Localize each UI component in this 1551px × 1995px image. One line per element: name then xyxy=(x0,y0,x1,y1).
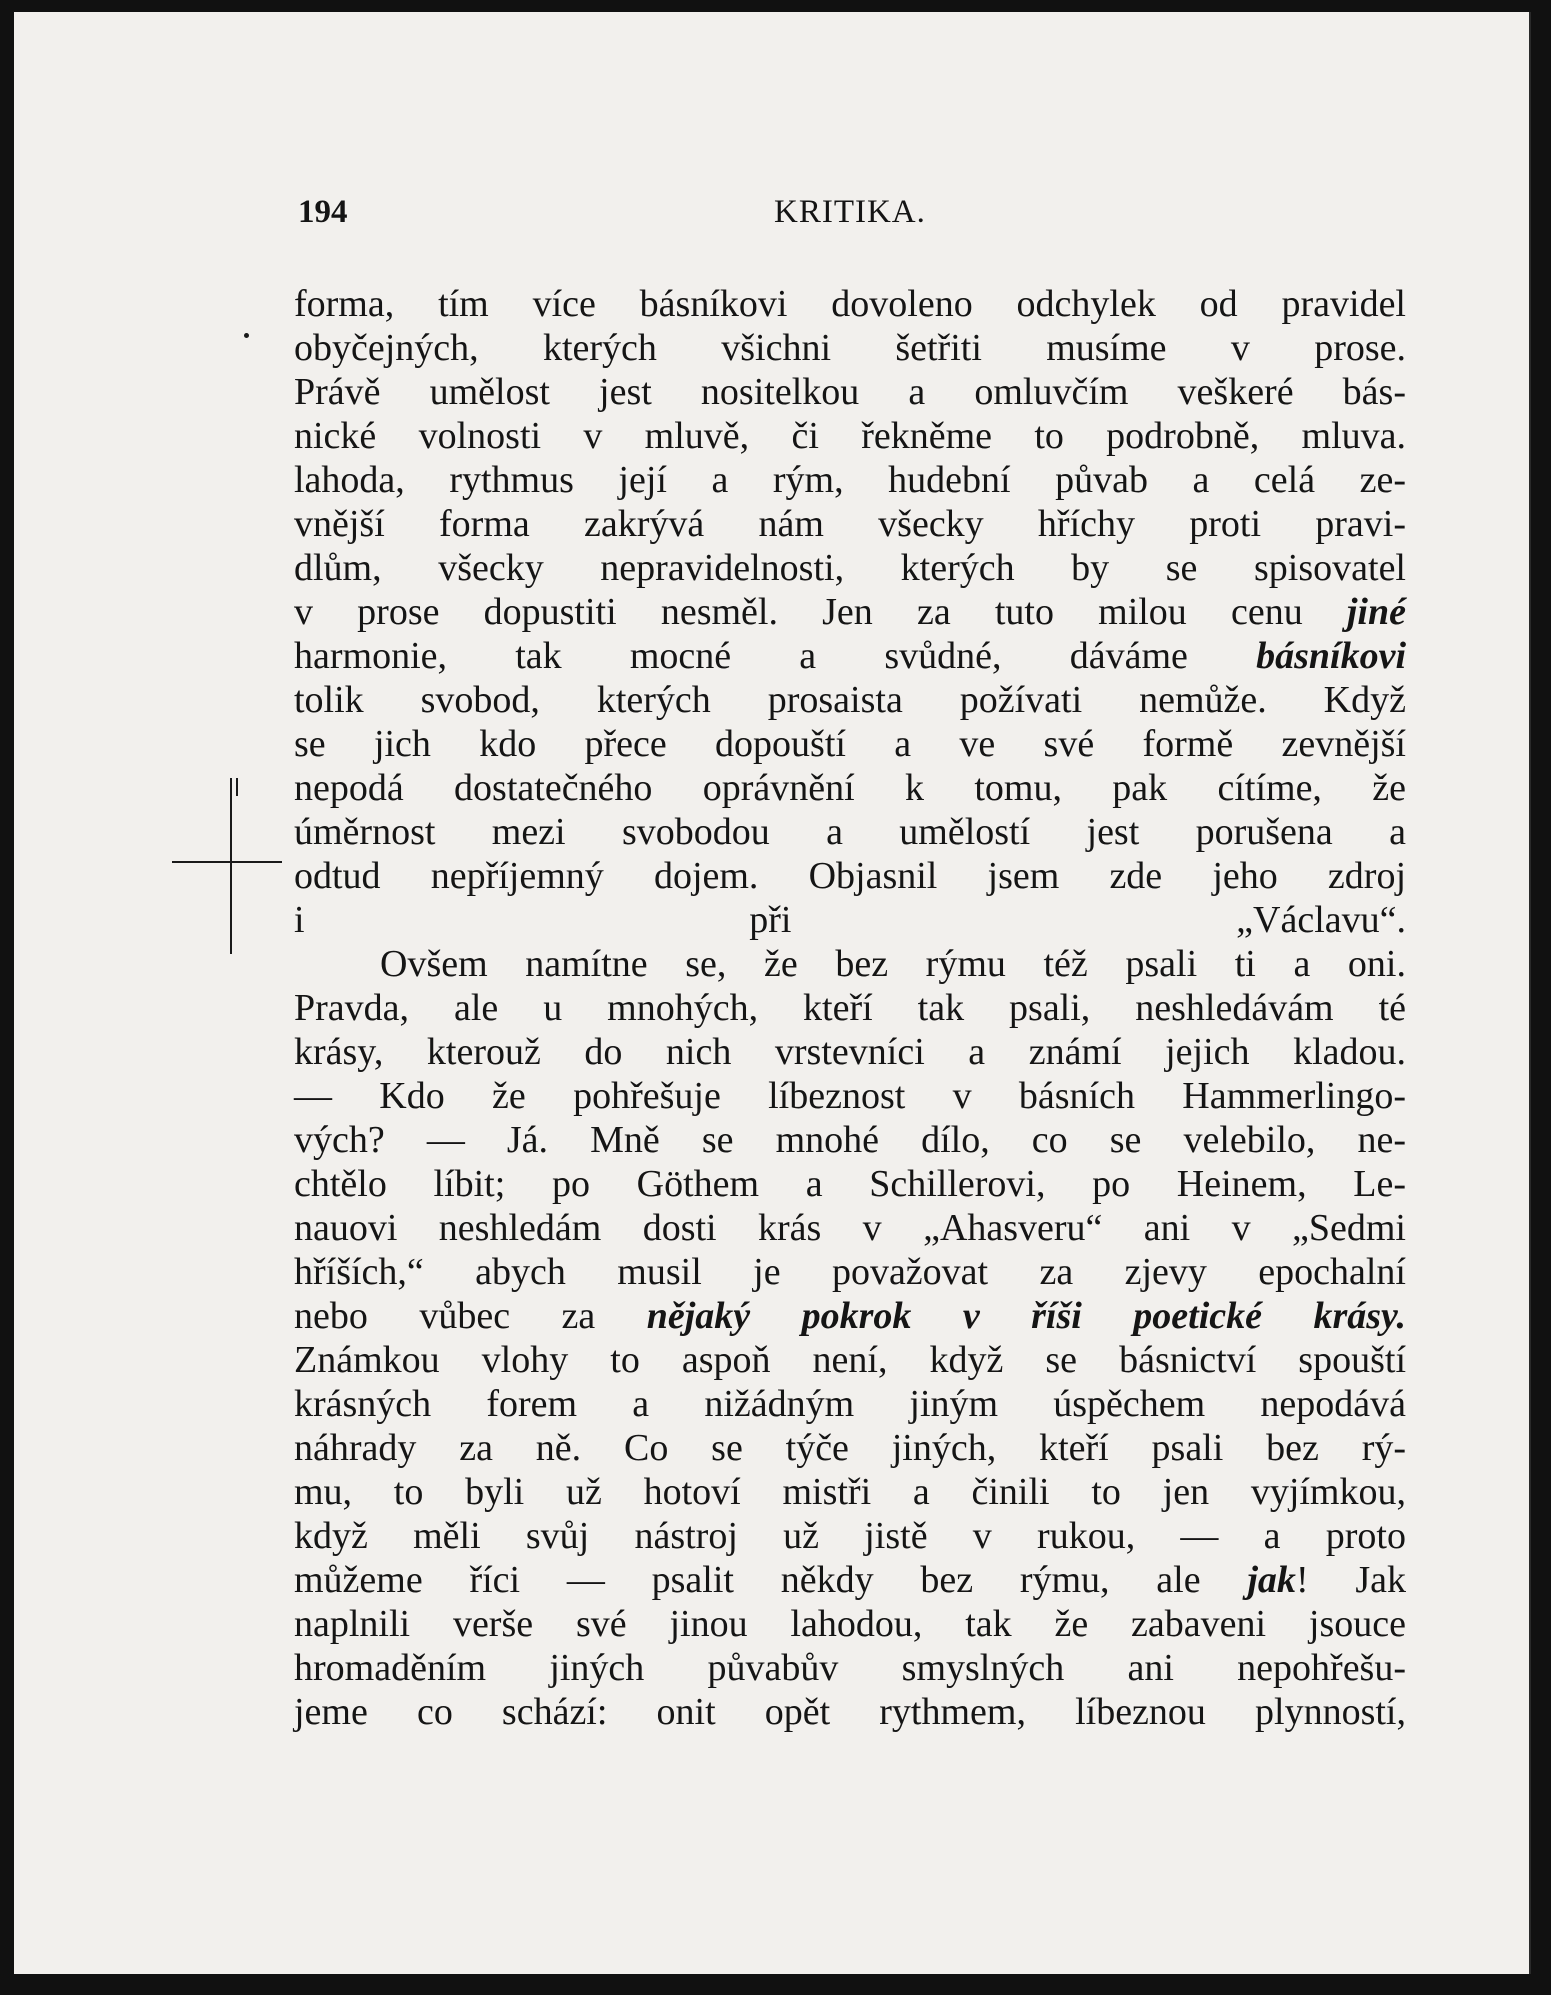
text-segment: v prose dopustiti nesměl. Jen za tuto milou cenu xyxy=(294,591,1347,633)
italic-text-segment: nějaký pokrok v říši poetické krásy. xyxy=(646,1295,1406,1337)
text-line: chtělo líbit; po Göthem a Schillerovi, po Heinem, Le- xyxy=(294,1163,1406,1205)
italic-text-segment: jak xyxy=(1247,1559,1296,1601)
text-line: nické volnosti v mluvě, či řekněme to podrobně, mluva. xyxy=(294,415,1406,457)
book-page xyxy=(14,12,1531,1974)
text-line: i při „Václavu“. xyxy=(294,899,1406,941)
text-line: vnější forma zakrývá nám všecky hříchy proti pravi- xyxy=(294,503,1406,545)
text-segment: nebo vůbec za xyxy=(294,1295,647,1337)
text-line: vých? — Já. Mně se mnohé dílo, co se velebilo, ne- xyxy=(294,1119,1406,1161)
running-title: KRITIKA. xyxy=(774,194,926,230)
text-line: Známkou vlohy to aspoň není, když se básnictví spouští xyxy=(294,1339,1406,1381)
margin-tick-mark xyxy=(236,778,238,796)
text-line: nauovi neshledám dosti krás v „Ahasveru“ ani v „Sedmi xyxy=(294,1207,1406,1249)
text-line: — Kdo že pohřešuje líbeznost v básních Hammerlingo- xyxy=(294,1075,1406,1117)
text-line: lahoda, rythmus její a rým, hudební půvab a celá ze- xyxy=(294,459,1406,501)
text-line: mu, to byli už hotoví mistři a činili to jen vyjímkou, xyxy=(294,1471,1406,1513)
text-line: když měli svůj nástroj už jistě v rukou, — a proto xyxy=(294,1515,1406,1557)
text-line: dlům, všecky nepravidelnosti, kterých by se spisovatel xyxy=(294,547,1406,589)
text-line: Právě umělost jest nositelkou a omluvčím veškeré bás- xyxy=(294,371,1406,413)
italic-text-segment: jiné xyxy=(1346,591,1406,633)
text-line xyxy=(294,590,1406,634)
text-line: krásy, kterouž do nich vrstevníci a známí jejich kladou. xyxy=(294,1031,1406,1073)
text-line: tolik svobod, kterých prosaista požívati nemůže. Když xyxy=(294,679,1406,721)
text-line: hříších,“ abych musil je považovat za zjevy epochalní xyxy=(294,1251,1406,1293)
text-line: hromaděním jiných půvabův smyslných ani nepohřešu- xyxy=(294,1647,1406,1689)
margin-horizontal-mark xyxy=(172,861,282,863)
margin-vertical-mark xyxy=(230,778,232,954)
text-line: krásných forem a nižádným jiným úspěchem nepodává xyxy=(294,1383,1406,1425)
text-line xyxy=(294,1294,1406,1338)
text-line: úměrnost mezi svobodou a umělostí jest porušena a xyxy=(294,811,1406,853)
text-line: obyčejných, kterých všichni šetřiti musíme v prose. xyxy=(294,327,1406,369)
text-line xyxy=(294,1558,1406,1602)
text-line xyxy=(294,634,1406,678)
text-segment: můžeme říci — psalit někdy bez rýmu, ale xyxy=(294,1559,1248,1601)
text-segment: harmonie, tak mocné a svůdné, dáváme xyxy=(294,635,1257,677)
italic-text-segment: básníkovi xyxy=(1256,635,1406,677)
text-line: forma, tím více básníkovi dovoleno odchylek od pravidel xyxy=(294,283,1406,325)
text-line: odtud nepříjemný dojem. Objasnil jsem zde jeho zdroj xyxy=(294,855,1406,897)
text-line: Pravda, ale u mnohých, kteří tak psali, neshledávám té xyxy=(294,987,1406,1029)
text-line: naplnili verše své jinou lahodou, tak že zabaveni jsouce xyxy=(294,1603,1406,1645)
text-line: Ovšem namítne se, že bez rýmu též psali ti a oni. xyxy=(380,943,1406,985)
text-line: jeme co schází: onit opět rythmem, líbeznou plynností, xyxy=(294,1691,1406,1733)
text-line: se jich kdo přece dopouští a ve své formě zevnější xyxy=(294,723,1406,765)
text-segment: ! Jak xyxy=(1295,1559,1407,1601)
margin-dot xyxy=(244,333,249,338)
text-line: nepodá dostatečného oprávnění k tomu, pak cítíme, že xyxy=(294,767,1406,809)
body-text xyxy=(294,282,1406,1734)
running-head xyxy=(298,194,1406,238)
text-line: náhrady za ně. Co se týče jiných, kteří psali bez rý- xyxy=(294,1427,1406,1469)
page-number: 194 xyxy=(298,194,348,230)
